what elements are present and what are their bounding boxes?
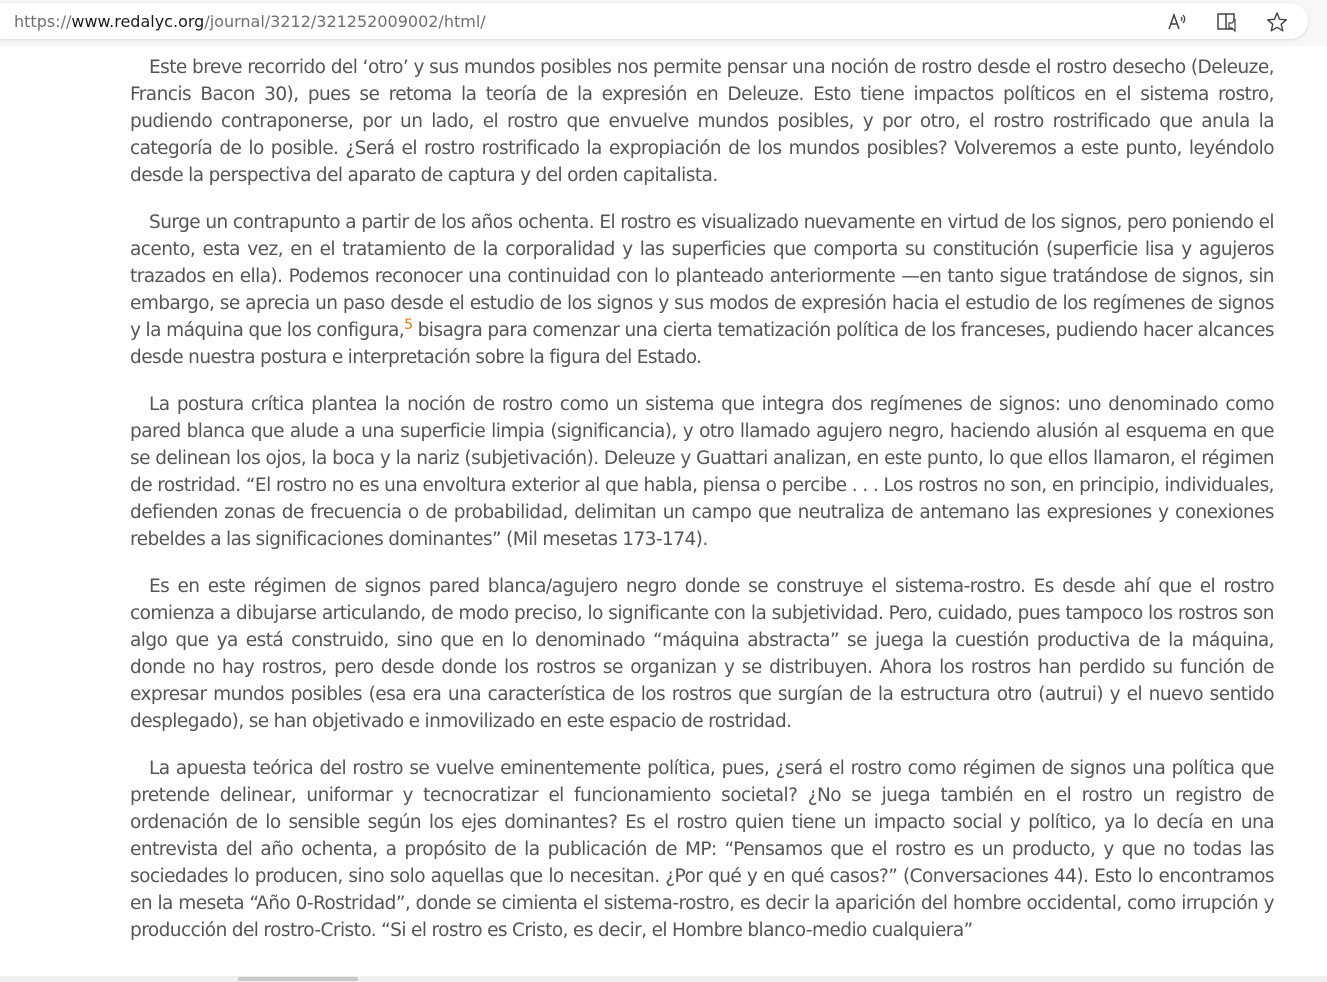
paragraph-2 bbox=[130, 209, 1274, 371]
url-host: www.redalyc.org bbox=[71, 12, 205, 31]
browser-address-bar bbox=[0, 0, 1327, 46]
footnote-link[interactable]: 5 bbox=[404, 316, 413, 333]
favorite-star-icon[interactable] bbox=[1266, 11, 1288, 33]
paragraph-5: La apuesta teórica del rostro se vuelve eminentemente política, pues, ¿será el rostro como régimen de signos una política que pretende delinear, uniformar y tecnocratizar el funcionamiento societal? ¿No se juega también en el rostro un registro de ordenación de lo sensible según los ejes dominantes? Es el rostro quien tiene un impacto social y político, ya lo decía en una entrevista del año ochenta, a propósito de la publicación de MP: “Pensamos que el rostro es un producto, y que no todas las sociedades lo producen, sino solo aquellas que lo necesitan. ¿Por qué y en qué casos?” (Conversaciones 44). Esto lo encontramos en la meseta “Año 0-Rostridad”, donde se cimienta el sistema-rostro, es decir la aparición del hombre occidental, como irrupción y producción del rostro-Cristo. “Si el rostro es Cristo, es decir, el Hombre blanco-medio cualquiera” bbox=[130, 758, 1274, 941]
url-field[interactable] bbox=[0, 3, 1308, 39]
paragraph-3: La postura crítica plantea la noción de rostro como un sistema que integra dos regímenes de signos: uno denominado como pared blanca que alude a una superficie limpia (significancia), y otro llamado agujero negro, haciendo alusión al esquema en que se delinean los ojos, la boca y la nariz (subjetivación). Deleuze y Guattari analizan, en este punto, lo que ellos llamaron, el régimen de rostridad. “El rostro no es una envoltura exterior al que habla, piensa o percibe . . . Los rostros no son, en principio, individuales, defienden zonas de frecuencia o de probabilidad, delimitan un campo que neutraliza de antemano las expresiones y conexiones rebeldes a las significaciones dominantes” (Mil mesetas 173-174). bbox=[130, 394, 1274, 550]
page-content bbox=[0, 46, 1327, 982]
horizontal-scrollbar[interactable] bbox=[0, 976, 1327, 982]
article-body bbox=[130, 54, 1274, 964]
paragraph-1: Este breve recorrido del ‘otro’ y sus mundos posibles nos permite pensar una noción de rostro desde el rostro desecho (Deleuze, Francis Bacon 30), pues se retoma la teoría de la expresión en Deleuze. Esto tiene impactos políticos en el sistema rostro, pudiendo contraponerse, por un lado, el rostro que envuelve mundos posibles, y por otro, el rostro rostrificado que anula la categoría de lo posible. ¿Será el rostro rostrificado la expropiación de los mundos posibles? Volveremos a este punto, leyéndolo desde la perspectiva del aparato de captura y del orden capitalista. bbox=[130, 57, 1274, 186]
read-aloud-icon[interactable] bbox=[1167, 11, 1189, 33]
url-scheme: https:// bbox=[14, 12, 72, 31]
immersive-reader-icon[interactable] bbox=[1216, 11, 1238, 33]
url-path: /journal/3212/321252009002/html/ bbox=[204, 12, 486, 31]
scrollbar-thumb[interactable] bbox=[238, 977, 358, 981]
paragraph-2-text-a: Surge un contrapunto a partir de los años ochenta. El rostro es visualizado nuevamente en virtud de los signos, pero poniendo el acento, esta vez, en el tratamiento de la corporalidad y las superficies que comporta su constitución (superficie lisa y agujeros trazados en ella). Podemos reconocer una continuidad con lo planteado anteriormente —en tanto sigue tratándose de signos, sin embargo, se aprecia un paso desde el estudio de los signos y sus modos de expresión hacia el estudio de los regímenes de signos y la máquina que los configura, bbox=[130, 212, 1274, 341]
paragraph-4: Es en este régimen de signos pared blanca/agujero negro donde se construye el sistema-rostro. Es desde ahí que el rostro comienza a dibujarse articulando, de modo preciso, lo significante con la subjetividad. Pero, cuidado, pues tampoco los rostros son algo que ya está construido, sino que en lo denominado “máquina abstracta” se juega la cuestión productiva de la máquina, donde no hay rostros, pero desde donde los rostros se organizan y se distribuyen. Ahora los rostros han perdido su función de expresar mundos posibles (esa era una característica de los rostros que surgían de la estructura otro (autrui) y el nuevo sentido desplegado), se han objetivado e inmovilizado en este espacio de rostridad. bbox=[130, 576, 1274, 732]
url-text[interactable] bbox=[14, 12, 486, 31]
paragraph-2-text-b: bisagra para comenzar una cierta tematización política de los franceses, pudiendo hacer alcances desde nuestra postura e interpretación sobre la figura del Estado. bbox=[130, 320, 1274, 368]
